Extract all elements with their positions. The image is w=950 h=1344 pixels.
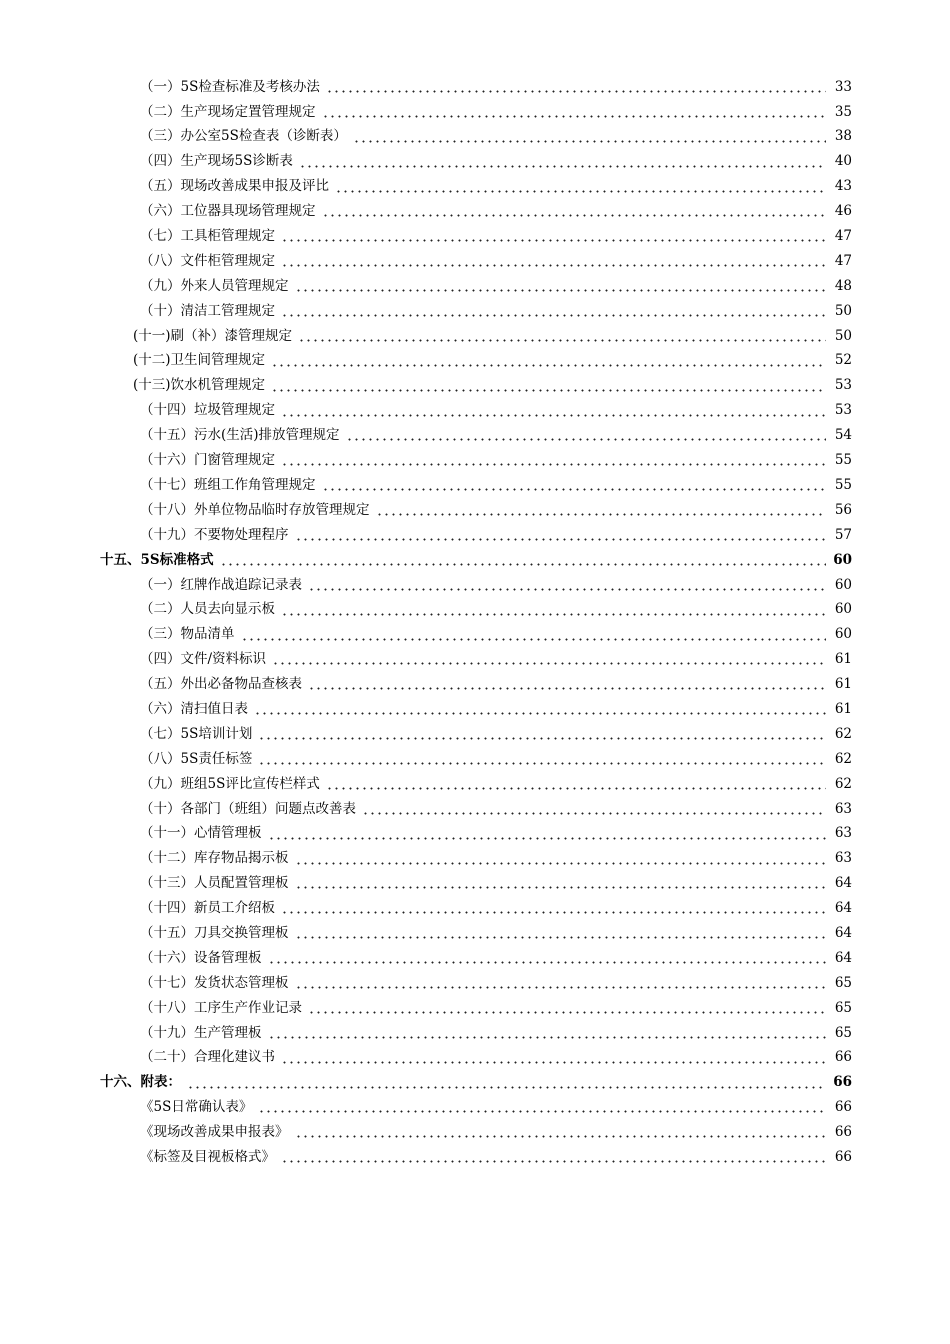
toc-dot-leader — [322, 214, 827, 217]
toc-entry-title: （十六）设备管理板 — [140, 949, 262, 966]
toc-entry-title: （十八）工序生产作业记录 — [140, 999, 302, 1016]
toc-page-number: 47 — [834, 228, 852, 245]
toc-entry-title: （二十）合理化建议书 — [140, 1049, 275, 1066]
toc-page-number: 47 — [834, 252, 852, 269]
toc-page-number: 46 — [834, 203, 852, 220]
toc-dot-leader — [281, 314, 826, 317]
toc-dot-leader — [346, 438, 826, 441]
toc-entry-title: 《标签及目视板格式》 — [140, 1148, 275, 1165]
toc-dot-leader — [272, 662, 826, 665]
toc-dot-leader — [322, 115, 827, 118]
toc-entry-title: （六）工位器具现场管理规定 — [140, 203, 316, 220]
toc-entry[interactable] — [0, 822, 950, 847]
toc-entry[interactable] — [0, 747, 950, 772]
toc-entry[interactable] — [0, 697, 950, 722]
toc-page-number: 63 — [834, 850, 852, 867]
toc-page-number: 33 — [834, 78, 852, 95]
toc-entry-title: （七）工具柜管理规定 — [140, 228, 275, 245]
toc-entry-title: （十七）班组工作角管理规定 — [140, 476, 316, 493]
toc-entry[interactable] — [0, 423, 950, 448]
toc-entry[interactable] — [0, 448, 950, 473]
toc-dot-leader — [295, 289, 827, 292]
toc-entry[interactable] — [0, 1021, 950, 1046]
toc-entry[interactable] — [0, 921, 950, 946]
toc-entry-title: （十四）新员工介绍板 — [140, 900, 275, 917]
toc-page-number: 64 — [834, 900, 852, 917]
toc-dot-leader — [308, 687, 826, 690]
toc-entry-title: （一）红牌作战追踪记录表 — [140, 576, 302, 593]
toc-page-number: 63 — [834, 825, 852, 842]
toc-dot-leader — [268, 961, 827, 964]
toc-page-number: 60 — [834, 601, 852, 618]
toc-entry-title: （十）各部门（班组）问题点改善表 — [140, 800, 356, 817]
toc-entry[interactable] — [0, 598, 950, 623]
toc-dot-leader — [268, 837, 827, 840]
toc-entry-title: 十五、5S标准格式 — [100, 551, 214, 568]
toc-entry[interactable] — [0, 473, 950, 498]
toc-entry-title: (十一)刷（补）漆管理规定 — [133, 327, 293, 344]
toc-page-number: 40 — [834, 153, 852, 170]
toc-entry[interactable] — [0, 672, 950, 697]
toc-entry-title: （八）文件柜管理规定 — [140, 252, 275, 269]
toc-section-heading[interactable] — [0, 1071, 950, 1096]
toc-page-number: 64 — [834, 875, 852, 892]
toc-entry-title: （九）班组5S评比宣传栏样式 — [140, 775, 320, 792]
toc-dot-leader — [281, 414, 826, 417]
toc-entry-title: （九）外来人员管理规定 — [140, 277, 289, 294]
toc-page-number: 66 — [834, 1124, 852, 1141]
toc-page-number: 65 — [834, 999, 852, 1016]
toc-dot-leader — [281, 1061, 826, 1064]
toc-entry[interactable] — [0, 299, 950, 324]
toc-page-number: 66 — [834, 1099, 852, 1116]
toc-entry[interactable] — [0, 274, 950, 299]
toc-page-number: 55 — [834, 452, 852, 469]
toc-entry[interactable] — [0, 150, 950, 175]
toc-page-number: 53 — [834, 402, 852, 419]
toc-dot-leader — [326, 90, 826, 93]
toc-page-number: 66 — [833, 1074, 852, 1091]
toc-entry[interactable] — [0, 224, 950, 249]
toc-entry[interactable] — [0, 623, 950, 648]
toc-entry-title: （五）现场改善成果申报及评比 — [140, 178, 329, 195]
toc-entry[interactable] — [0, 349, 950, 374]
toc-dot-leader — [281, 613, 826, 616]
toc-entry-title: （四）文件/资料标识 — [140, 651, 267, 668]
toc-entry[interactable] — [0, 872, 950, 897]
toc-dot-leader — [187, 1086, 826, 1089]
toc-page-number: 61 — [834, 676, 852, 693]
toc-entry-title: （三）办公室5S检查表（诊断表） — [140, 128, 347, 145]
toc-dot-leader — [299, 165, 826, 168]
toc-entry[interactable] — [0, 722, 950, 747]
toc-entry[interactable] — [0, 374, 950, 399]
toc-entry-title: （五）外出必备物品查核表 — [140, 676, 302, 693]
toc-entry[interactable] — [0, 971, 950, 996]
toc-entry-title: （十一）心情管理板 — [140, 825, 262, 842]
toc-dot-leader — [258, 737, 826, 740]
toc-entry-title: （十五）污水(生活)排放管理规定 — [140, 427, 340, 444]
toc-dot-leader — [281, 239, 826, 242]
toc-page-number: 38 — [834, 128, 852, 145]
toc-page-number: 61 — [834, 651, 852, 668]
toc-page-number: 61 — [834, 700, 852, 717]
toc-entry[interactable] — [0, 75, 950, 100]
toc-dot-leader — [295, 886, 827, 889]
toc-entry[interactable] — [0, 996, 950, 1021]
toc-page-number: 60 — [834, 576, 852, 593]
toc-dot-leader — [295, 1135, 827, 1138]
toc-page-number: 64 — [834, 949, 852, 966]
toc-page-number: 48 — [834, 277, 852, 294]
toc-entry[interactable] — [0, 647, 950, 672]
toc-entry-title: 十六、附表： — [100, 1074, 181, 1091]
toc-entry[interactable] — [0, 1145, 950, 1170]
toc-dot-leader — [295, 936, 827, 939]
toc-page-number: 64 — [834, 924, 852, 941]
toc-page-number: 55 — [834, 476, 852, 493]
toc-dot-leader — [308, 588, 826, 591]
toc-page-number: 50 — [834, 302, 852, 319]
toc-entry-title: （八）5S责任标签 — [140, 750, 253, 767]
toc-entry-title: （四）生产现场5S诊断表 — [140, 153, 293, 170]
toc-entry[interactable] — [0, 797, 950, 822]
toc-dot-leader — [281, 463, 826, 466]
toc-dot-leader — [308, 1011, 826, 1014]
toc-entry[interactable] — [0, 249, 950, 274]
toc-page-number: 62 — [834, 775, 852, 792]
toc-dot-leader — [281, 911, 826, 914]
toc-entry-title: （十六）门窗管理规定 — [140, 452, 275, 469]
toc-entry[interactable] — [0, 523, 950, 548]
toc-page-number: 62 — [834, 725, 852, 742]
toc-entry[interactable] — [0, 1120, 950, 1145]
toc-entry[interactable] — [0, 573, 950, 598]
toc-entry[interactable] — [0, 125, 950, 150]
toc-dot-leader — [295, 538, 827, 541]
toc-entry-title: （十三）人员配置管理板 — [140, 875, 289, 892]
toc-entry-title: （十七）发货状态管理板 — [140, 974, 289, 991]
toc-entry[interactable] — [0, 100, 950, 125]
toc-dot-leader — [295, 986, 827, 989]
toc-entry[interactable] — [0, 324, 950, 349]
toc-entry[interactable] — [0, 498, 950, 523]
toc-entry-title: 《现场改善成果申报表》 — [140, 1124, 289, 1141]
toc-entry-title: （十九）生产管理板 — [140, 1024, 262, 1041]
toc-page-number: 56 — [834, 501, 852, 518]
toc-entry-title: （一）5S检查标准及考核办法 — [140, 78, 320, 95]
toc-entry-title: （六）清扫值日表 — [140, 700, 248, 717]
toc-entry[interactable] — [0, 772, 950, 797]
toc-dot-leader — [362, 812, 826, 815]
toc-dot-leader — [220, 563, 826, 566]
toc-page-number: 65 — [834, 974, 852, 991]
toc-dot-leader — [326, 787, 826, 790]
toc-dot-leader — [268, 1036, 827, 1039]
toc-entry[interactable] — [0, 896, 950, 921]
toc-page-number: 65 — [834, 1024, 852, 1041]
toc-dot-leader — [271, 389, 826, 392]
toc-entry[interactable] — [0, 946, 950, 971]
toc-dot-leader — [271, 364, 826, 367]
toc-page-number: 62 — [834, 750, 852, 767]
toc-entry-title: （十八）外单位物品临时存放管理规定 — [140, 501, 370, 518]
toc-entry-title: （二）人员去向显示板 — [140, 601, 275, 618]
toc-dot-leader — [376, 513, 827, 516]
toc-entry-title: 《5S日常确认表》 — [140, 1099, 253, 1116]
toc-entry-title: （七）5S培训计划 — [140, 725, 253, 742]
toc-entry[interactable] — [0, 199, 950, 224]
toc-entry[interactable] — [0, 1096, 950, 1121]
toc-entry-title: (十二)卫生间管理规定 — [133, 352, 266, 369]
toc-page-number: 60 — [834, 626, 852, 643]
toc-entry-title: （十二）库存物品揭示板 — [140, 850, 289, 867]
toc-page-number: 63 — [834, 800, 852, 817]
table-of-contents — [0, 75, 950, 1170]
toc-dot-leader — [241, 638, 827, 641]
toc-section-heading[interactable] — [0, 548, 950, 573]
toc-page-number: 43 — [834, 178, 852, 195]
toc-dot-leader — [298, 339, 826, 342]
toc-dot-leader — [281, 1160, 826, 1163]
toc-entry[interactable] — [0, 847, 950, 872]
toc-dot-leader — [258, 1110, 826, 1113]
toc-page-number: 60 — [833, 551, 852, 568]
toc-entry-title: （三）物品清单 — [140, 626, 235, 643]
toc-entry[interactable] — [0, 399, 950, 424]
toc-entry-title: （二）生产现场定置管理规定 — [140, 103, 316, 120]
toc-entry[interactable] — [0, 175, 950, 200]
toc-page-number: 66 — [834, 1049, 852, 1066]
toc-dot-leader — [281, 264, 826, 267]
toc-page-number: 50 — [834, 327, 852, 344]
toc-dot-leader — [322, 488, 827, 491]
toc-dot-leader — [353, 140, 826, 143]
toc-dot-leader — [254, 712, 826, 715]
toc-entry[interactable] — [0, 1046, 950, 1071]
toc-page-number: 52 — [834, 352, 852, 369]
toc-page-number: 66 — [834, 1148, 852, 1165]
toc-entry-title: （十四）垃圾管理规定 — [140, 402, 275, 419]
toc-entry-title: （十九）不要物处理程序 — [140, 526, 289, 543]
toc-entry-title: (十三)饮水机管理规定 — [133, 377, 266, 394]
toc-page-number: 35 — [834, 103, 852, 120]
toc-page-number: 57 — [834, 526, 852, 543]
toc-entry-title: （十）清洁工管理规定 — [140, 302, 275, 319]
toc-page-number: 54 — [834, 427, 852, 444]
toc-entry-title: （十五）刀具交换管理板 — [140, 924, 289, 941]
toc-dot-leader — [295, 862, 827, 865]
toc-page-number: 53 — [834, 377, 852, 394]
toc-dot-leader — [335, 190, 826, 193]
toc-dot-leader — [258, 762, 826, 765]
